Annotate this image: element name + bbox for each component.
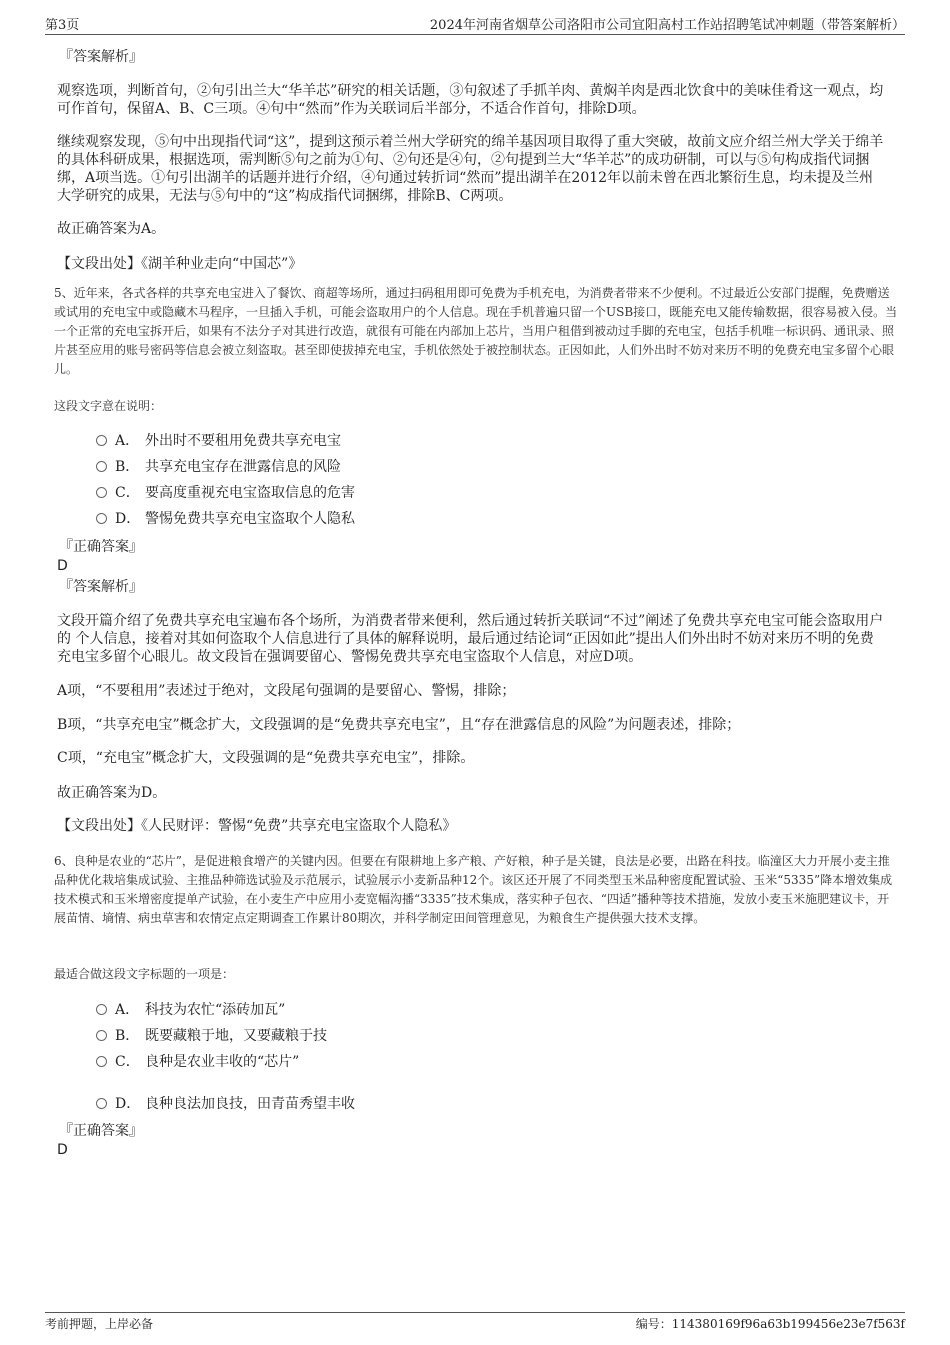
question-text: 5、近年来，各式各样的共享充电宝进入了餐饮、商超等场所，通过扫码租用即可免费为手机充电，为消费者带来不少便利。不过最近公安部门提醒，免费赠送或试用的充电宝中或隐藏木马程序，一旦插入手机，可能会盗取用户的个人信息。现在手机普遍只留一个USB接口，既能充电又能传输数据，很容易被入侵。当一个正常的充电宝拆开后，如果有不法分子对其进行改造，就很有可能在内部加上芯片，当用户租借到被动过手脚的充电宝，包括手机唯一标识码、通讯录、照片甚至应用的账号密码等信息会被立刻盗取。甚至即使拔掉充电宝，手机依然处于被控制状态。正因如此，人们外出时不妨对来历不明的免费充电宝多留个心眼儿。 [54, 286, 898, 376]
option-text: 外出时不要租用免费共享充电宝 [145, 433, 341, 449]
correct-answer: D [57, 558, 68, 574]
analysis-label: 『答案解析』 [59, 579, 143, 595]
radio-icon[interactable] [96, 435, 107, 446]
page-number: 第3页 [45, 18, 80, 33]
option-text: 共享充电宝存在泄露信息的风险 [145, 459, 341, 475]
document-id: 编号：114380169f96a63b199456e23e7f563f [635, 1317, 905, 1331]
page-footer [45, 1312, 905, 1335]
analysis-label: 『答案解析』 [59, 49, 143, 65]
option-text: 警惕免费共享充电宝盗取个人隐私 [145, 511, 355, 527]
option-text: 既要藏粮于地，又要藏粮于技 [145, 1028, 327, 1044]
correct-answer: D [57, 1142, 68, 1158]
radio-icon[interactable] [96, 461, 107, 472]
option-letter: C． [115, 485, 140, 501]
radio-icon[interactable] [96, 1098, 107, 1109]
radio-icon[interactable] [96, 487, 107, 498]
document-title: 2024年河南省烟草公司洛阳市公司宜阳高村工作站招聘笔试冲刺题（带答案解析） [429, 18, 905, 33]
page-header [45, 14, 905, 35]
correct-answer-label: 『正确答案』 [59, 1123, 143, 1139]
option-a[interactable] [96, 1000, 285, 1020]
conclusion: 故正确答案为D。 [57, 785, 167, 801]
analysis-paragraph: 继续观察发现，⑤句中出现指代词“这”，提到这预示着兰州大学研究的绵羊基因项目取得了重大突破，故前文应介绍兰州大学关于绵羊的具体科研成果，根据选项，需判断⑤句之前为①句、②句还是④句，②句提到兰大“华羊芯”的成功研制，可以与⑤句构成指代词捆绑，A项当选。①句引出湖羊的话题并进行介绍，④句通过转折词“然而”提出湖羊在2012年以前未曾在西北繁衍生息，均未提及兰州大学研究的成果，无法与⑤句中的“这”构成指代词捆绑，排除B、C两项。 [57, 134, 884, 204]
option-d[interactable] [96, 509, 355, 529]
option-c[interactable] [96, 483, 355, 503]
option-text: 要高度重视充电宝盗取信息的危害 [145, 485, 355, 501]
radio-icon[interactable] [96, 1030, 107, 1041]
analysis-option-b: B项，“共享充电宝”概念扩大，文段强调的是“免费共享充电宝”，且“存在泄露信息的风险”为问题表述，排除； [57, 717, 741, 733]
question-prompt: 这段文字意在说明： [54, 399, 163, 413]
option-letter: B． [115, 1028, 140, 1044]
option-text: 良种良法加良技，田青苗秀望丰收 [145, 1096, 355, 1112]
source-citation: 【文段出处】《湖羊种业走向“中国芯”》 [57, 256, 303, 272]
option-b[interactable] [96, 1026, 327, 1046]
option-text: 科技为农忙“添砖加瓦” [145, 1002, 286, 1018]
radio-icon[interactable] [96, 1056, 107, 1067]
option-b[interactable] [96, 457, 341, 477]
question-text: 6、良种是农业的“芯片”，是促进粮食增产的关键内因。但要在有限耕地上多产粮、产好粮，种子是关键，良法是必要，出路在科技。临潼区大力开展小麦主推品种优化栽培集成试验、主推品种筛选试验及示范展示，试验展示小麦新品种12个。该区还开展了不同类型玉米品种密度配置试验、玉米“5335”降本增效集成技术模式和玉米增密度提单产试验，在小麦生产中应用小麦宽幅沟播“3335”技术集成，落实种子包衣、“四适”播种等技术措施，发放小麦玉米施肥建议卡，开展苗情、墒情、病虫草害和农情定点定期调查工作累计80期次，并科学制定田间管理意见，为粮食生产提供强大技术支撑。 [54, 854, 893, 925]
option-letter: D． [115, 511, 141, 527]
option-letter: B． [115, 459, 140, 475]
analysis-option-a: A项，“不要租用”表述过于绝对，文段尾句强调的是要留心、警惕，排除； [57, 683, 516, 699]
option-letter: A． [115, 433, 140, 449]
option-c[interactable] [96, 1052, 299, 1072]
analysis-paragraph: 观察选项，判断首句，②句引出兰大“华羊芯”研究的相关话题，③句叙述了手抓羊肉、黄焖羊肉是西北饮食中的美味佳肴这一观点，均可作首句，保留A、B、C三项。④句中“然而”作为关联词后半部分，不适合作首句，排除D项。 [57, 83, 884, 117]
option-text: 良种是农业丰收的“芯片” [145, 1054, 300, 1070]
analysis-paragraph: 文段开篇介绍了免费共享充电宝遍布各个场所，为消费者带来便利，然后通过转折关联词“不过”阐述了免费共享充电宝可能会盗取用户 的 个人信息，接着对其如何盗取个人信息进行了具体的解释说明，最后通过结论词“正因如此”提出人们外出时不妨对来历不明的免费充电宝多留个心眼儿。故文段旨在强调要留心、警惕免费共享充电宝盗取个人信息，对应D项。 [57, 613, 884, 665]
option-letter: A． [115, 1002, 140, 1018]
radio-icon[interactable] [96, 513, 107, 524]
option-letter: C． [115, 1054, 140, 1070]
analysis-option-c: C项，“充电宝”概念扩大，文段强调的是“免费共享充电宝”，排除。 [57, 750, 475, 766]
conclusion: 故正确答案为A。 [57, 221, 166, 237]
correct-answer-label: 『正确答案』 [59, 539, 143, 555]
option-letter: D． [115, 1096, 141, 1112]
radio-icon[interactable] [96, 1004, 107, 1015]
question-prompt: 最适合做这段文字标题的一项是： [54, 967, 235, 981]
footer-slogan: 考前押题，上岸必备 [45, 1317, 154, 1331]
option-a[interactable] [96, 431, 341, 451]
option-d[interactable] [96, 1094, 355, 1114]
source-citation: 【文段出处】《人民财评：警惕“免费”共享充电宝盗取个人隐私》 [57, 818, 457, 834]
